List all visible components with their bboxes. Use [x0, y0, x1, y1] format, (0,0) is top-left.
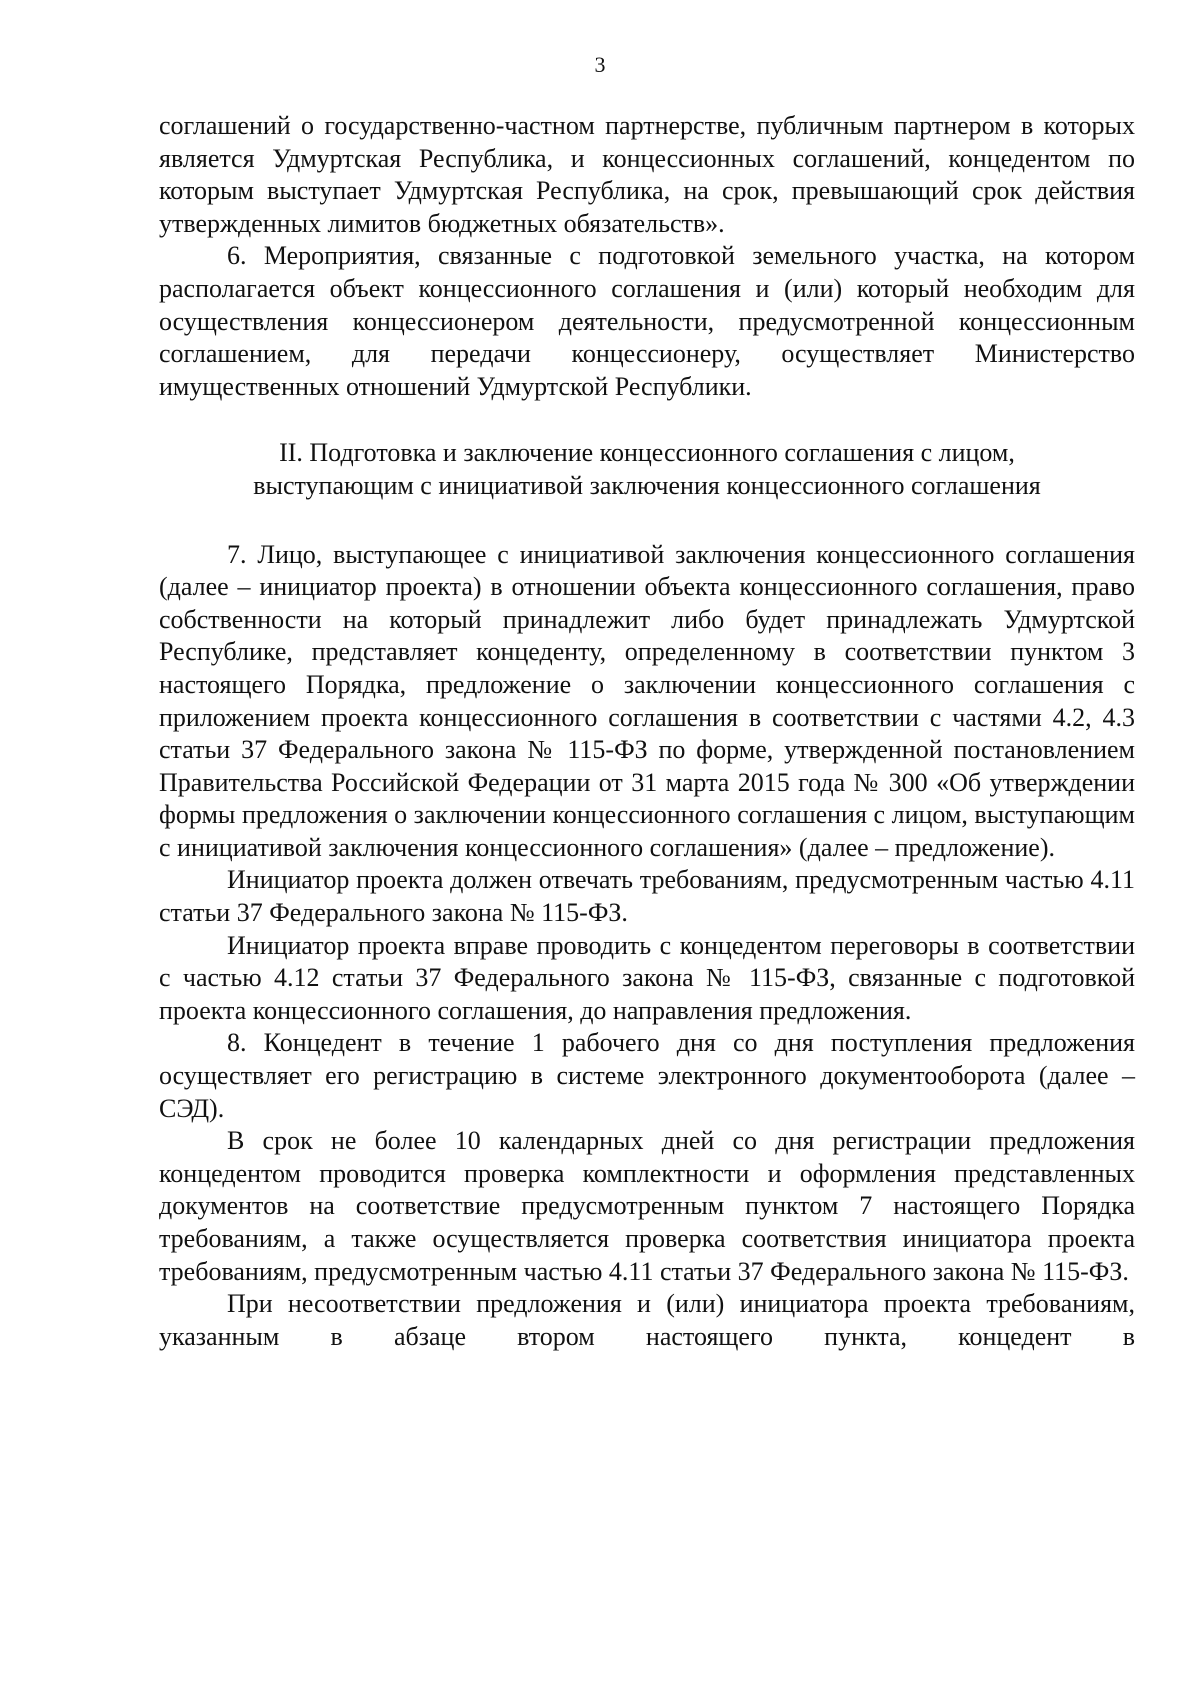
- paragraph-verification-term: В срок не более 10 календарных дней со дня регистрации предложения концедентом проводится проверка комплектности и оформления представленных документов на соответствие предусмотренным пунктом 7 настоящего Порядка требованиям, а также осуществляется проверка соответствия инициатора проекта требованиям, предусмотренным частью 4.11 статьи 37 Федерального закона № 115-ФЗ.: [159, 1126, 1135, 1286]
- section-heading-line-1: II. Подготовка и заключение концессионного соглашения с лицом,: [279, 438, 1015, 468]
- paragraph-initiator-negotiations: Инициатор проекта вправе проводить с концедентом переговоры в соответствии с частью 4.12 статьи 37 Федерального закона № 115-ФЗ, связанные с подготовкой проекта концессионного соглашения, до направления предложения.: [159, 930, 1135, 1025]
- page-number: 3: [594, 52, 606, 77]
- paragraph-item-6: 6. Мероприятия, связанные с подготовкой земельного участка, на котором располагается объект концессионного соглашения и (или) который необходим для осуществления концессионером деятельности, предусмотренной концессионным соглашением, для передачи концессионеру, осуществляет Министерство имущественных отношений Удмуртской Республики.: [159, 241, 1135, 401]
- document-body: [159, 110, 1135, 1353]
- paragraph-item-8: 8. Концедент в течение 1 рабочего дня со дня поступления предложения осуществляет его регистрацию в системе электронного документооборота (далее – СЭД).: [159, 1028, 1135, 1123]
- paragraph-item-7: 7. Лицо, выступающее с инициативой заключения концессионного соглашения (далее – инициатор проекта) в отношении объекта концессионного соглашения, право собственности на который принадлежит либо будет принадлежать Удмуртской Республике, представляет концеденту, определенному в соответствии пунктом 3 настоящего Порядка, предложение о заключении концессионного соглашения с приложением проекта концессионного соглашения в соответствии с частями 4.2, 4.3 статьи 37 Федерального закона № 115-ФЗ по форме, утвержденной постановлением Правительства Российской Федерации от 31 марта 2015 года № 300 «Об утверждении формы предложения о заключении концессионного соглашения с лицом, выступающим с инициативой заключения концессионного соглашения» (далее – предложение).: [159, 539, 1135, 862]
- paragraph-continuation: соглашений о государственно-частном партнерстве, публичным партнером в которых является Удмуртская Республика, и концессионных соглашений, концедентом по которым выступает Удмуртская Республика, на срок, превышающий срок действия утвержденных лимитов бюджетных обязательств».: [159, 111, 1135, 238]
- section-heading-line-2: выступающим с инициативой заключения концессионного соглашения: [253, 470, 1041, 500]
- paragraph-nonconformity: При несоответствии предложения и (или) инициатора проекта требованиям, указанным в абзаце втором настоящего пункта, концедент в: [159, 1289, 1135, 1351]
- section-heading: [159, 437, 1135, 502]
- paragraph-initiator-requirements: Инициатор проекта должен отвечать требованиям, предусмотренным частью 4.11 статьи 37 Федерального закона № 115-ФЗ.: [159, 865, 1135, 928]
